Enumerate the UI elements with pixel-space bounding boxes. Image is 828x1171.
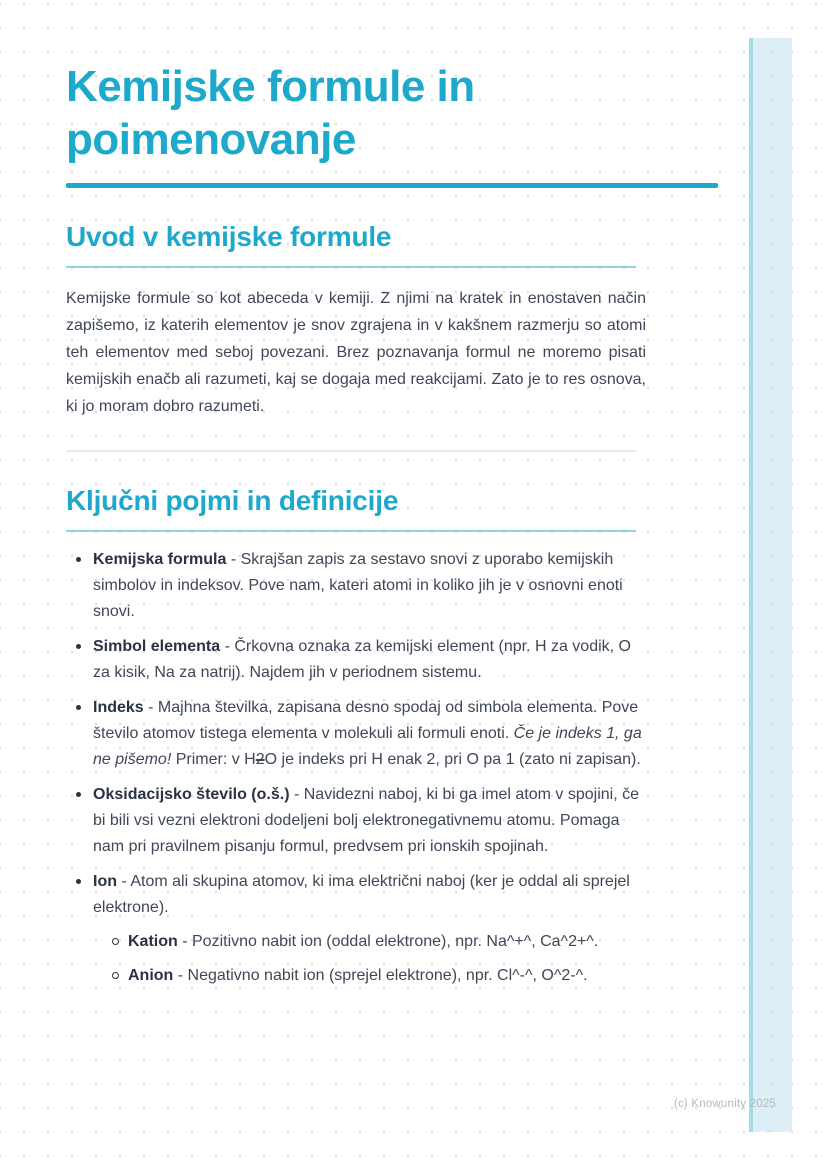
sub-term-item bbox=[93, 929, 686, 955]
term-name: Indeks bbox=[93, 699, 144, 716]
section-heading-terms: Ključni pojmi in definicije bbox=[66, 485, 399, 516]
term-item bbox=[66, 634, 646, 686]
term-name: Oksidacijsko število (o.š.) bbox=[93, 786, 290, 803]
sub-term-list bbox=[93, 929, 686, 989]
key-terms-list bbox=[66, 547, 646, 989]
section-underline-intro bbox=[66, 266, 636, 268]
term-italic-note: Če je indeks 1, ga ne pišemo! bbox=[93, 725, 642, 768]
term-item bbox=[66, 695, 646, 773]
term-text: - Atom ali skupina atomov, ki ima električni naboj (ker je oddal ali sprejel elektrone). bbox=[93, 873, 630, 916]
term-text: O je indeks pri H enak 2, pri O pa 1 (zato ni zapisan). bbox=[264, 751, 641, 768]
term-item bbox=[66, 547, 646, 625]
term-item bbox=[66, 869, 646, 989]
term-name: Kemijska formula bbox=[93, 551, 227, 568]
term-text: - Pozitivno nabit ion (oddal elektrone), npr. Na^+^, Ca^2+^. bbox=[177, 933, 599, 950]
term-name: Anion bbox=[128, 967, 174, 984]
term-name: Ion bbox=[93, 873, 117, 890]
intro-paragraph: Kemijske formule so kot abeceda v kemiji. Z njimi na kratek in enostaven način zapišemo, iz katerih elementov je snov zgrajena in v kakšnem razmerju so atomi teh elementov med seboj povezani. Brez poznavanja formul ne moremo pisati kemijskih enačb ali razumeti, kaj se dogaja med reakcijami. Zato je to res osnova, ki jo moram dobro razumeti. bbox=[66, 290, 646, 415]
page-content bbox=[66, 0, 646, 998]
term-text: - Navidezni naboj, ki bi ga imel atom v spojini, če bi bili vsi vezni elektroni dodeljeni bolj elektronegativnemu atomu. Pomaga nam pri pravilnem pisanju formul, predvsem pri ionskih spojinah. bbox=[93, 786, 640, 855]
term-text: Primer: v H bbox=[171, 751, 256, 768]
page-edge-strip bbox=[749, 38, 792, 1132]
term-name: Simbol elementa bbox=[93, 638, 221, 655]
term-text: - Negativno nabit ion (sprejel elektrone), npr. Cl^-^, O^2-^. bbox=[173, 967, 588, 984]
sub-term-item bbox=[93, 963, 686, 989]
section-underline-terms bbox=[66, 530, 636, 532]
term-item bbox=[66, 782, 646, 860]
copyright-footer: (c) Knowunity 2025 bbox=[673, 1098, 776, 1110]
term-struck-text: 2 bbox=[255, 751, 265, 768]
section-heading-intro: Uvod v kemijske formule bbox=[66, 221, 392, 252]
section-divider bbox=[66, 450, 636, 452]
term-text: - Črkovna oznaka za kemijski element (npr. H za vodik, O za kisik, Na za natrij). Najdem jih v periodnem sistemu. bbox=[93, 638, 631, 681]
title-rule bbox=[66, 183, 718, 188]
term-name: Kation bbox=[128, 933, 178, 950]
term-text: - Majhna številka, zapisana desno spodaj od simbola elementa. Pove število atomov tistega elementa v molekuli ali formuli enoti. bbox=[93, 699, 639, 742]
document-title: Kemijske formule in poimenovanje bbox=[66, 62, 475, 164]
term-text: - Skrajšan zapis za sestavo snovi z uporabo kemijskih simbolov in indeksov. Pove nam, kateri atomi in koliko jih je v osnovni enoti snovi. bbox=[93, 551, 623, 620]
